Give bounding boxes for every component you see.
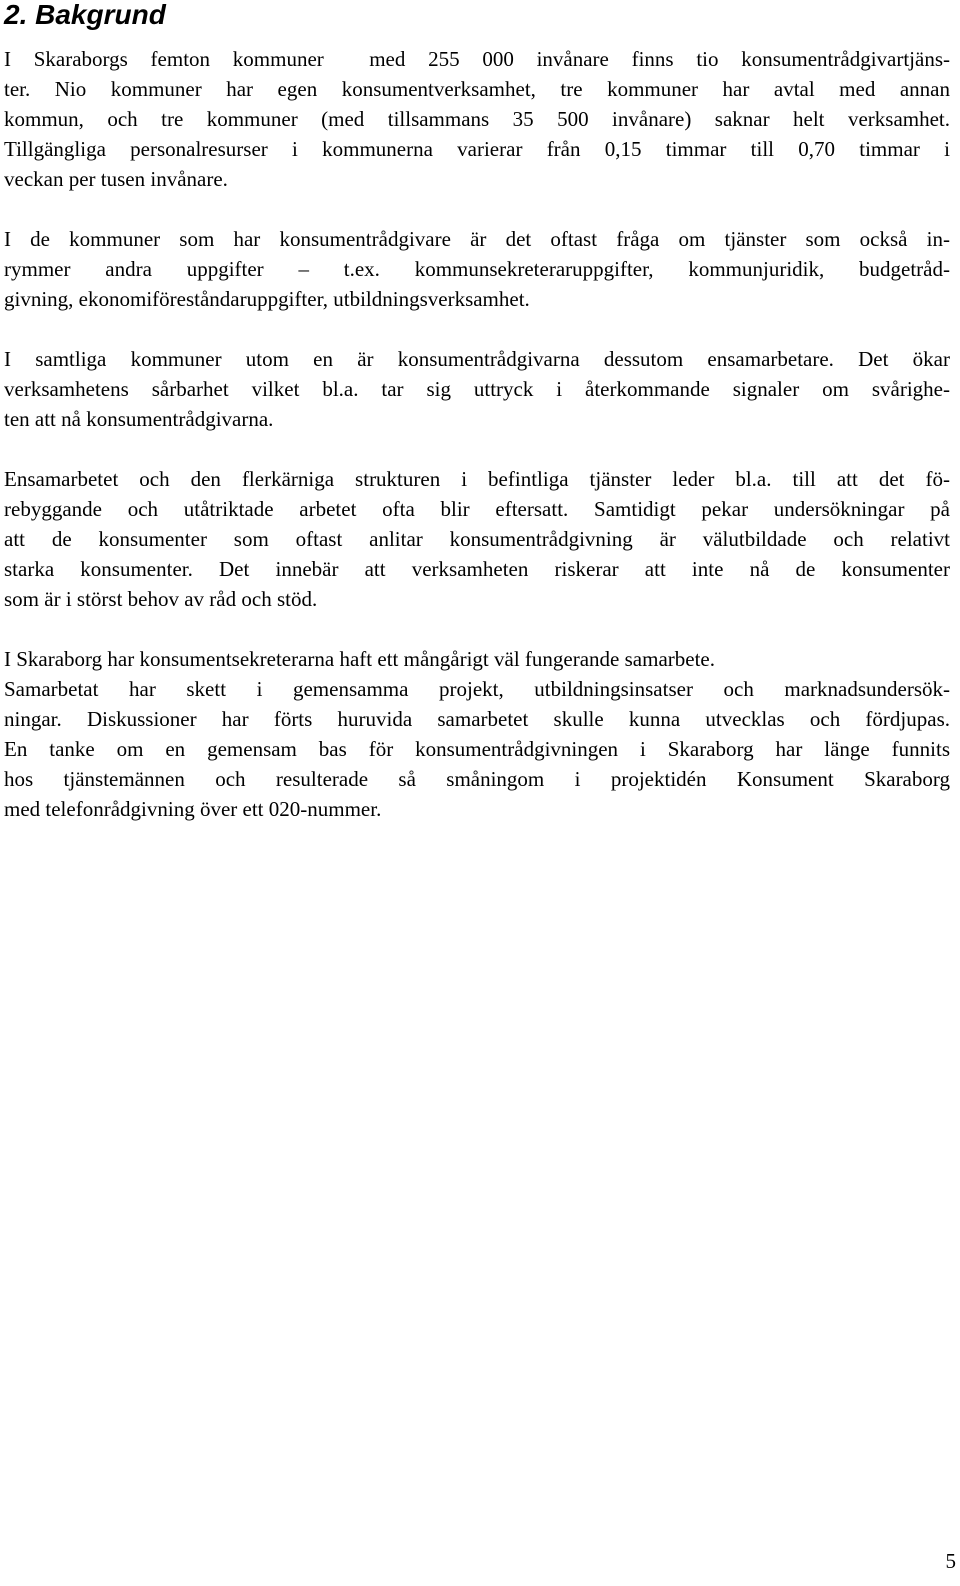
text-line: verksamhetens sårbarhet vilket bl.a. tar sig uttryck i återkommande signaler om svårighe- <box>4 377 950 401</box>
paragraph-3 <box>4 344 950 434</box>
text-line: ter. Nio kommuner har egen konsumentverksamhet, tre kommuner har avtal med annan <box>4 77 950 101</box>
paragraph-1 <box>4 44 950 194</box>
text-line: starka konsumenter. Det innebär att verksamheten riskerar att inte nå de konsumenter <box>4 557 950 581</box>
text-line: givning, ekonomiföreståndaruppgifter, utbildningsverksamhet. <box>4 287 530 311</box>
text-line: Ensamarbetet och den flerkärniga strukturen i befintliga tjänster leder bl.a. till att det fö- <box>4 467 950 491</box>
text-line: veckan per tusen invånare. <box>4 167 228 191</box>
section-heading: 2. Bakgrund <box>4 0 166 30</box>
text-line: I samtliga kommuner utom en är konsumentrådgivarna dessutom ensamarbetare. Det ökar <box>4 347 950 371</box>
text-line: ten att nå konsumentrådgivarna. <box>4 407 274 431</box>
text-line: Tillgängliga personalresurser i kommunerna varierar från 0,15 timmar till 0,70 timmar i <box>4 137 950 161</box>
body-text <box>4 44 950 854</box>
text-line: med telefonrådgivning över ett 020-nummer. <box>4 797 382 821</box>
text-line: kommun, och tre kommuner (med tillsammans 35 500 invånare) saknar helt verksamhet. <box>4 107 950 131</box>
text-line: som är i störst behov av råd och stöd. <box>4 587 318 611</box>
page-number: 5 <box>945 1549 956 1573</box>
text-line: ningar. Diskussioner har förts huruvida samarbetet skulle kunna utvecklas och fördjupas. <box>4 707 950 731</box>
text-line: Samarbetat har skett i gemensamma projekt, utbildningsinsatser och marknadsundersök- <box>4 677 950 701</box>
text-line: att de konsumenter som oftast anlitar konsumentrådgivning är välutbildade och relativt <box>4 527 950 551</box>
text-line: En tanke om en gemensam bas för konsumentrådgivningen i Skaraborg har länge funnits <box>4 737 950 761</box>
paragraph-2 <box>4 224 950 314</box>
text-line: I Skaraborgs femton kommuner med 255 000 invånare finns tio konsumentrådgivartjäns- <box>4 47 950 71</box>
text-line: I Skaraborg har konsumentsekreterarna haft ett mångårigt väl fungerande samarbete. <box>4 647 715 671</box>
paragraph-4 <box>4 464 950 614</box>
paragraph-5 <box>4 644 950 824</box>
text-line: hos tjänstemännen och resulterade så småningom i projektidén Konsument Skaraborg <box>4 767 950 791</box>
text-line: I de kommuner som har konsumentrådgivare är det oftast fråga om tjänster som också in- <box>4 227 950 251</box>
text-line: rymmer andra uppgifter – t.ex. kommunsekreteraruppgifter, kommunjuridik, budgetråd- <box>4 257 950 281</box>
text-line: rebyggande och utåtriktade arbetet ofta blir eftersatt. Samtidigt pekar undersökningar på <box>4 497 950 521</box>
